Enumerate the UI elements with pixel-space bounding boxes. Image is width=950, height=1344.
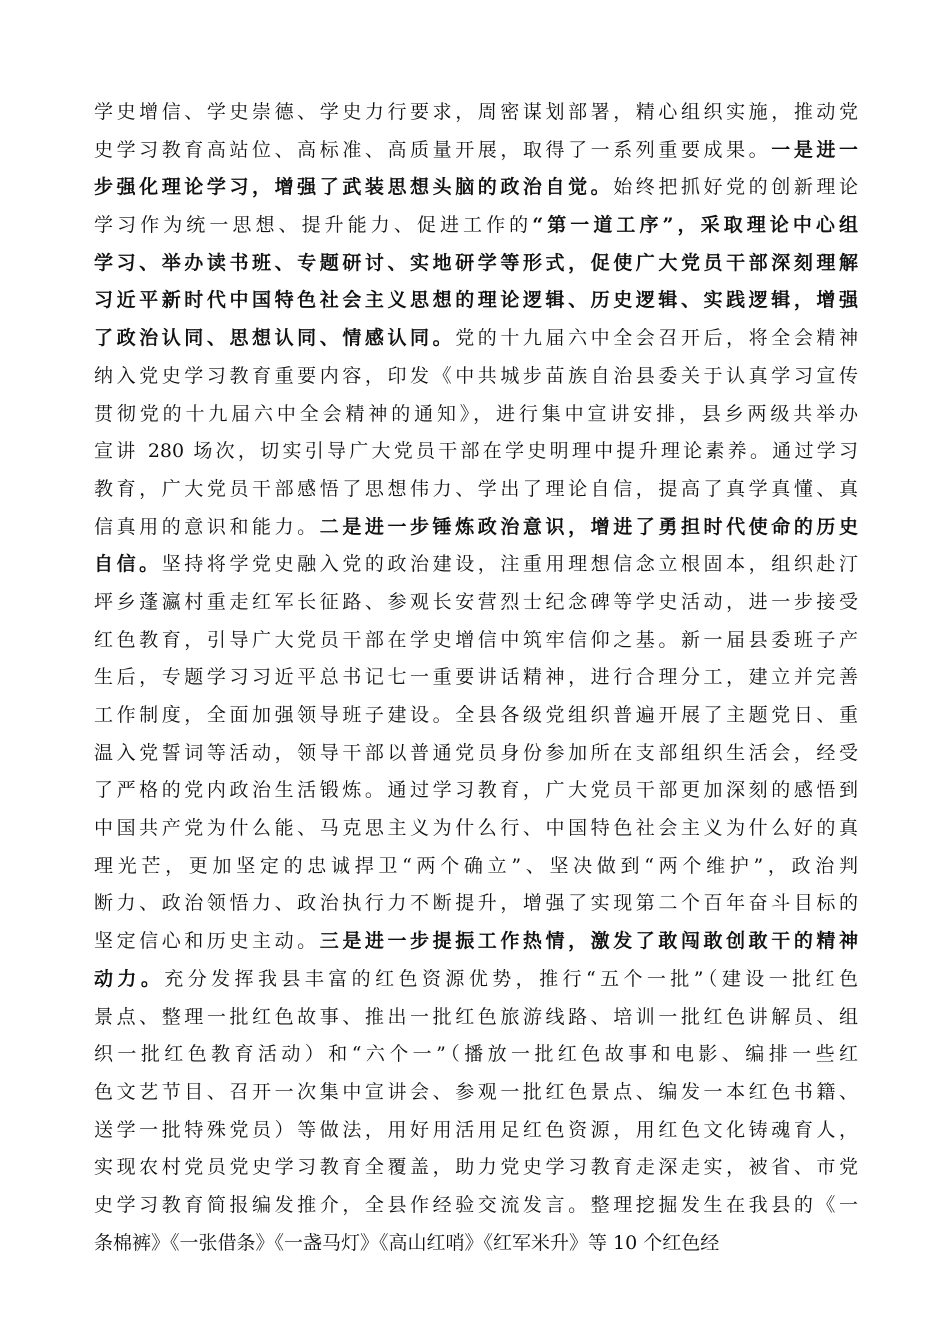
text-segment: 学史增信、学史崇德、学史力行要求，周密谋划部署，精心组织实施，推动党: [94, 101, 858, 123]
bold-text-segment: 了政治认同、思想认同、情感认同。: [94, 327, 456, 350]
text-line: [94, 1036, 858, 1074]
text-segment: 史学习教育高站位、高标准、高质量开展，取得了一系列重要成果。: [94, 138, 772, 161]
bold-text-segment: 习近平新时代中国特色社会主义思想的理论逻辑、历史逻辑、实践逻辑，增强: [94, 289, 858, 312]
text-segment: 党的十九届六中全会召开后，将全会精神: [455, 327, 858, 350]
bold-text-segment: 一是进一: [771, 138, 858, 161]
bold-text-segment: “第一道工序”，采取理论中心组: [532, 214, 858, 237]
text-segment: 红色教育，引导广大党员干部在学史增信中筑牢信仰之基。新一届县委班子产: [94, 628, 858, 651]
text-line: [94, 697, 858, 735]
text-line: [94, 1225, 858, 1263]
text-line: [94, 132, 858, 170]
text-line: [94, 94, 858, 132]
text-segment: 断力、政治领悟力、政治执行力不断提升，增强了实现第二个百年奋斗目标的: [94, 892, 858, 915]
text-line: [94, 282, 858, 320]
text-segment: 宣讲 280 场次，切实引导广大党员干部在学史明理中提升理论素养。通过学习: [94, 440, 858, 463]
text-line: [94, 961, 858, 999]
text-line: [94, 810, 858, 848]
text-line: [94, 848, 858, 886]
text-segment: 实现农村党员党史学习教育全覆盖，助力党史学习教育走深走实，被省、市党: [94, 1156, 858, 1179]
text-line: [94, 923, 858, 961]
text-segment: 理光芒，更加坚定的忠诚捍卫“两个确立”、坚决做到“两个维护”，政治判: [94, 854, 858, 877]
text-segment: 色文艺节目、召开一次集中宣讲会、参观一批红色景点、编发一本红色书籍、: [94, 1080, 858, 1103]
text-segment: 织一批红色教育活动）和“六个一”（播放一批红色故事和电影、编排一些红: [94, 1043, 858, 1066]
text-segment: 贯彻党的十九届六中全会精神的通知》，进行集中宣讲安排，县乡两级共举办: [94, 402, 858, 425]
text-segment: 坚定信心和历史主动。: [94, 930, 320, 953]
text-line: [94, 1112, 858, 1150]
bold-text-segment: 三是进一步提振工作热情，激发了敢闯敢创敢干的精神: [319, 930, 858, 953]
text-line: [94, 1149, 858, 1187]
text-segment: 了严格的党内政治生活锻炼。通过学习教育，广大党员干部更加深刻的感悟到: [94, 779, 858, 802]
text-line: [94, 245, 858, 283]
text-segment: 坚持将学党史融入党的政治建设，注重用理想信念立根固本，组织赴汀: [161, 553, 858, 576]
text-line: [94, 546, 858, 584]
text-segment: 信真用的意识和能力。: [94, 515, 320, 538]
text-line: [94, 659, 858, 697]
text-segment: 生后，专题学习习近平总书记七一重要讲话精神，进行合理分工，建立并完善: [94, 666, 858, 689]
bold-text-segment: 步强化理论学习，增强了武装思想头脑的政治自觉。: [94, 176, 614, 199]
text-segment: 送学一批特殊党员）等做法，用好用活用足红色资源，用红色文化铸魂育人，: [94, 1118, 858, 1141]
text-segment: 坪乡蓬瀛村重走红军长征路、参观长安营烈士纪念碑等学史活动，进一步接受: [94, 590, 858, 613]
text-line: [94, 1074, 858, 1112]
text-line: [94, 169, 858, 207]
text-line: [94, 320, 858, 358]
text-segment: 工作制度，全面加强领导班子建设。全县各级党组织普遍开展了主题党日、重: [94, 704, 858, 726]
bold-text-segment: 二是进一步锤炼政治意识，增进了勇担时代使命的历史: [319, 515, 858, 538]
text-line: [94, 471, 858, 509]
bold-text-segment: 学习、举办读书班、专题研讨、实地研学等形式，促使广大党员干部深刻理解: [94, 251, 858, 274]
bold-text-segment: 自信。: [94, 553, 162, 576]
text-segment: 景点、整理一批红色故事、推出一批红色旅游线路、培训一批红色讲解员、组: [94, 1005, 858, 1028]
text-segment: 充分发挥我县丰富的红色资源优势，推行“五个一批”（建设一批红色: [164, 967, 858, 990]
text-line: [94, 396, 858, 434]
text-line: [94, 622, 858, 660]
text-segment: 条棉裤》《一张借条》《一盏马灯》《高山红哨》《红军米升》等 10 个红色经: [94, 1231, 720, 1254]
text-line: [94, 1187, 858, 1225]
text-segment: 始终把抓好党的创新理论: [613, 176, 858, 199]
text-segment: 纳入党史学习教育重要内容，印发《中共城步苗族自治县委关于认真学习宣传: [94, 364, 858, 387]
text-line: [94, 433, 858, 471]
text-line: [94, 999, 858, 1037]
text-line: [94, 207, 858, 245]
bold-text-segment: 动力。: [94, 967, 165, 990]
text-line: [94, 885, 858, 923]
text-segment: 教育，广大党员干部感悟了思想伟力、学出了理论自信，提高了真学真懂、真: [94, 477, 858, 500]
text-line: [94, 358, 858, 396]
text-line: [94, 509, 858, 547]
text-line: [94, 584, 858, 622]
text-segment: 史学习教育简报编发推介，全县作经验交流发言。整理挖掘发生在我县的《一: [94, 1193, 858, 1216]
text-line: [94, 735, 858, 773]
body-text: [94, 94, 858, 1262]
text-segment: 中国共产党为什么能、马克思主义为什么行、中国特色社会主义为什么好的真: [94, 817, 858, 840]
text-segment: 温入党誓词等活动，领导干部以普通党员身份参加所在支部组织生活会，经受: [94, 741, 858, 764]
text-line: [94, 772, 858, 810]
text-segment: 学习作为统一思想、提升能力、促进工作的: [94, 214, 533, 237]
